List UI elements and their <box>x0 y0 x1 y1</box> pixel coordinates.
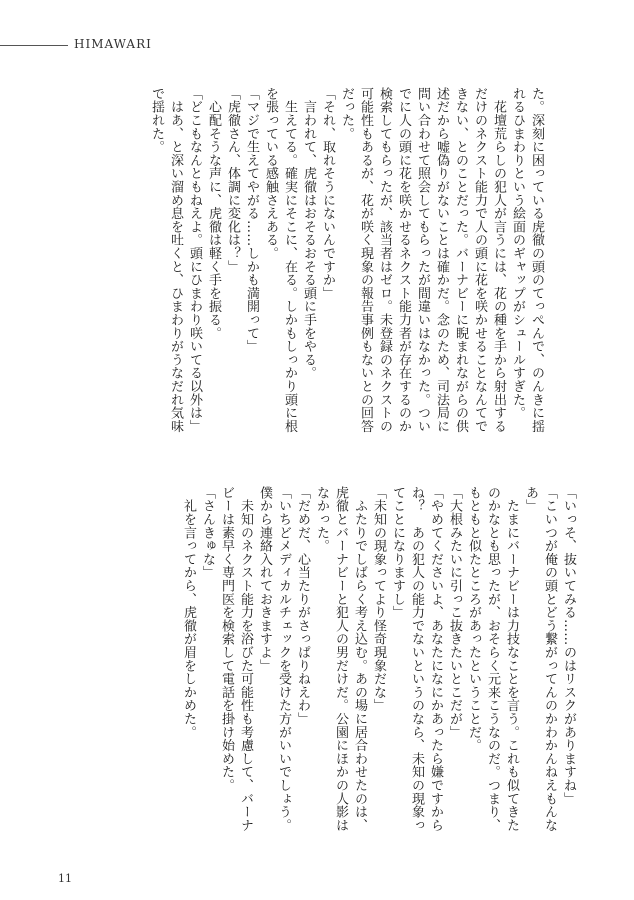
top-text-line: だけのネクスト能力で人の頭に花を咲かせることなんてで <box>472 87 487 433</box>
bottom-text-line: 「さんきゅな」 <box>200 486 215 580</box>
page-number: 11 <box>58 872 72 885</box>
top-text-line: 述だから嘘偽りがないことは確かだ。念のため、司法局に <box>434 87 449 433</box>
bottom-text-block <box>179 486 578 832</box>
top-text-line: 「それ、取れそうにないんですか」 <box>320 87 335 300</box>
bottom-text-line: もともと似たところがあったということだ。 <box>466 486 481 752</box>
top-text-line: でに人の頭に花を咲かせるネクスト能力者が存在するのか <box>396 87 411 433</box>
bottom-text-line: てことになりますし」 <box>390 486 405 619</box>
top-text-line: 問い合わせて照会してもらったが間違いはなかった。つい <box>415 87 430 433</box>
top-text-line: た。深刻に困っている虎徹の頭のてっぺんで、のんきに揺 <box>529 87 544 433</box>
top-text-line: れるひまわりという絵面のギャップがシュールすぎた。 <box>510 87 525 420</box>
top-text-line: 可能性もあるが、花が咲く現象の報告事例もないとの回答 <box>358 87 373 433</box>
top-text-line: 生えてる。確実にそこに、在る。しかもしっかり頭に根 <box>282 87 297 433</box>
top-text-line: 言われて、虎徹はおそるおそる頭に手をやる。 <box>301 87 316 380</box>
bottom-text-line: たまにバーナビーは力技なことを言う。これも似てきた <box>504 486 519 832</box>
bottom-text-line: 「こいつが俺の頭とどう繋がってんのかわかんねえもんな <box>542 486 557 832</box>
running-head: HIMAWARI <box>74 37 152 51</box>
top-text-line: 花壇荒らしの犯人が言うには、花の種を手から射出する <box>491 87 506 433</box>
bottom-text-line: 「大根みたいに引っこ抜きたいとこだが」 <box>447 486 462 739</box>
top-text-line: 心配そうな声に、虎徹は軽く手を振る。 <box>206 87 221 340</box>
top-text-block <box>147 87 546 433</box>
bottom-text-line: 「未知の現象ってより怪奇現象だな」 <box>371 486 386 713</box>
top-text-line: を張っている感触さえある。 <box>263 87 278 260</box>
top-text-line: 「虎徹さん、体調に変化は？」 <box>225 87 240 274</box>
bottom-text-line: あ」 <box>523 486 538 513</box>
bottom-text-line: 「やめてくださいよ、あなたになにかあったら嫌ですから <box>428 486 443 832</box>
bottom-text-line: 「だめだ、心当たりがさっぱりねえわ」 <box>295 486 310 726</box>
top-text-line: 「マジで生えてやがる……しかも満開って」 <box>244 87 259 353</box>
top-text-line: 「どこもなんともねえよ。頭にひまわり咲いてる以外は」 <box>187 87 202 433</box>
bottom-text-line: 礼を言ってから、虎徹が眉をしかめた。 <box>181 486 196 739</box>
header-rule <box>0 45 68 46</box>
bottom-text-line: のかなとも思ったが、おそらく元来こうなのだ。つまり、 <box>485 486 500 832</box>
top-text-line: だった。 <box>339 87 354 141</box>
bottom-text-line: 「いちどメディカルチェックを受けた方がいいでしょう。 <box>276 486 291 832</box>
bottom-text-line: 「いっそ、抜いてみる……のはリスクがありますね」 <box>561 486 576 806</box>
bottom-text-line: 未知のネクスト能力を浴びた可能性も考慮して、バーナ <box>238 486 253 832</box>
top-text-line: はあ、と深い溜め息を吐くと、ひまわりがうなだれ気味 <box>168 87 183 433</box>
bottom-text-line: ビーは素早く専門医を検索して電話を掛け始めた。 <box>219 486 234 792</box>
top-text-line: 検索してもらったが、該当者はゼロ。未登録のネクストの <box>377 87 392 433</box>
bottom-text-line: 僕から連絡入れておきますよ」 <box>257 486 272 673</box>
top-text-line: きない、とのことだった。バーナビーに睨まれながらの供 <box>453 87 468 433</box>
bottom-text-line: ね？ あの犯人の能力でないというのなら、未知の現象っ <box>409 486 424 832</box>
bottom-text-line: なかった。 <box>314 486 329 553</box>
bottom-text-line: 虎徹とバーナビーと犯人の男だけだ。公園にほかの人影は <box>333 486 348 832</box>
bottom-text-line: ふたりでしばらく考え込む。あの場に居合わせたのは、 <box>352 486 367 832</box>
top-text-line: で揺れた。 <box>149 87 164 154</box>
